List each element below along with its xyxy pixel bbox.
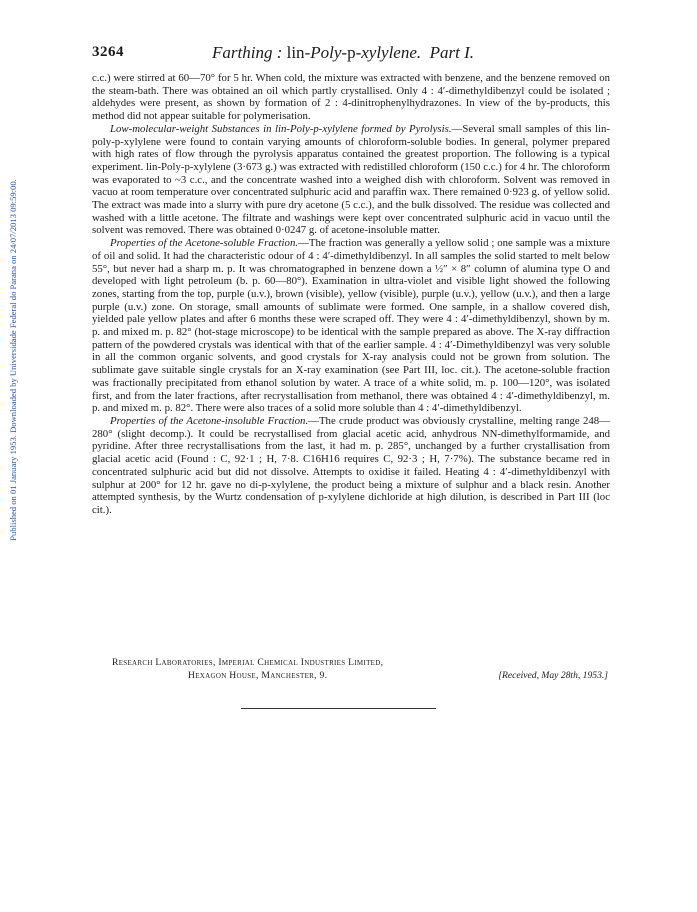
end-rule [241,708,436,709]
running-title-hyphen-1: - [304,43,311,62]
paragraph-low-molecular-weight [92,123,610,237]
paragraph-acetone-insoluble-text: —The crude product was obviously crystalline, melting range 248—280° (slight decomp.). It could be recrystallised from glacial acetic acid, anhydrous NN-dimethylformamide, and pyridine. After three recrystallisations from the last, it had m. p. 285°, unchanged by a further crystallisation from glacial acetic acid (Found : C, 92·1 ; H, 7·8. C16H16 requires C, 92·3 ; H, 7·7%). The substance became red in concentrated sulphuric acid but did not dissolve. Attempts to oxidise it failed. Heating 4 : 4′-dimethyldibenzyl with sulphur at 200° for 12 hr. gave no di-p-xylylene, the product being a mixture of sulphur and a black resin. Another attempted synthesis, by the Wurtz condensation of p-xylylene dichloride at high dilution, is described in Part III (loc cit.). [92,414,610,516]
running-title [212,43,474,63]
article-body [92,72,610,517]
paragraph-low-molecular-weight-text: —Several small samples of this lin-poly-p-xylylene were found to contain varying amounts of chloroform-soluble bodies. In general, polymer prepared with high rates of flow through the pyrolysis apparatus contained the greatest proportion. The following is a typical experiment. lin-Poly-p-xylylene (3·673 g.) was extracted with redistilled chloroform (150 c.c.) for 4 hr. The chloroform was evaporated to ~3 c.c., and the concentrate washed into a weighed dish with chloroform. Solvent was removed in vacuo at room temperature over concentrated sulphuric acid and paraffin wax. There remained 0·923 g. of yellow solid. The extract was made into a slurry with pure dry acetone (5 c.c.), and the bulk dissolved. The residue was collected and washed with a little acetone. The filtrate and washings were kept over concentrated sulphuric acid in vacuo until the solvent was removed. There was obtained 0·0247 g. of acetone-insoluble matter. [92,122,610,237]
paragraph-acetone-soluble [92,237,610,415]
received-date: [Received, May 28th, 1953.] [498,669,608,681]
affiliation-block [92,657,610,682]
section-heading-acetone-insoluble: Properties of the Acetone-insoluble Fraction. [110,414,309,427]
section-heading-low-molecular-weight: Low-molecular-weight Substances in lin-Poly-p-xylylene formed by Pyrolysis. [110,122,452,135]
running-title-p: p [347,43,356,62]
download-notice [6,130,20,590]
running-title-hyphen-2: - [341,43,348,62]
running-title-xylylene: -xylylene. [355,43,422,62]
running-title-part: Part I. [429,43,475,62]
paragraph-oxidation-method: c.c.) were stirred at 60—70° for 5 hr. When cold, the mixture was extracted with benzene, and the benzene removed on the steam-bath. There was obtained an oil which partly crystallised. Only 4 : 4′-dimethyldibenzyl could be isolated ; aldehydes were present, as shown by formation of 2 : 4-dinitrophenylhydrazones. In view of the by-products, this method did not appear suitable for polymerisation. [92,72,610,123]
download-notice-text: Published on 01 January 1953. Downloaded by Universidade Federal do Parana on 24/07/2013 09:59:00. [8,179,18,541]
affiliation-line-1: Research Laboratories, Imperial Chemical Industries Limited, [112,657,384,668]
running-title-poly: Poly [310,43,342,62]
paragraph-acetone-soluble-text: —The fraction was generally a yellow solid ; one sample was a mixture of oil and solid. It had the characteristic odour of 4 : 4′-dimethyldibenzyl. In all samples the solid started to melt below 55°, but never had a sharp m. p. It was chromatographed in benzene down a ½″ × 8″ column of alumina type O and developed with light petroleum (b. p. 60—80°). Examination in ultra-violet and visible light showed the following zones, starting from the top, purple (u.v.), brown (visible), yellow (visible), purple (u.v.), yellow (u.v.), and then a large purple (u.v.) zone. On storage, small amounts of sublimate were formed. One sample, in a shallow covered dish, yielded pale yellow plates and after 6 months these were scraped off. They were 4 : 4′-dimethyldibenzyl, shown by m. p. and mixed m. p. 82° (hot-stage microscope) to be identical with the sample prepared as above. The X-ray diffraction pattern of the powdered crystals was identical with that of the earlier sample. 4 : 4′-Dimethyldibenzyl was very soluble in all the common organic solvents, and good crystals for X-ray analysis could not be grown from solution. The sublimate gave suitable single crystals for an X-ray examination (see Part III, loc. cit.). The acetone-soluble fraction was fractionally precipitated from ethanol solution by water. A trace of a white solid, m. p. 100—120°, was isolated first, and from the later fractions, after recrystallisation from methanol, there was obtained 4 : 4′-dimethyldibenzyl, m. p. and mixed m. p. 82°. There were also traces of a solid more soluble than 4 : 4′-dimethyldibenzyl. [92,237,611,415]
section-heading-acetone-soluble: Properties of the Acetone-soluble Fraction. [110,237,299,250]
running-title-lin: lin [286,43,305,62]
page-header [92,44,612,66]
running-title-author: Farthing : [212,43,283,62]
affiliation-line-2: Hexagon House, Manchester, 9. [188,669,328,681]
paragraph-acetone-insoluble [92,415,610,517]
page-number: 3264 [92,44,124,60]
affiliation-line-2-wrapper [92,670,610,683]
